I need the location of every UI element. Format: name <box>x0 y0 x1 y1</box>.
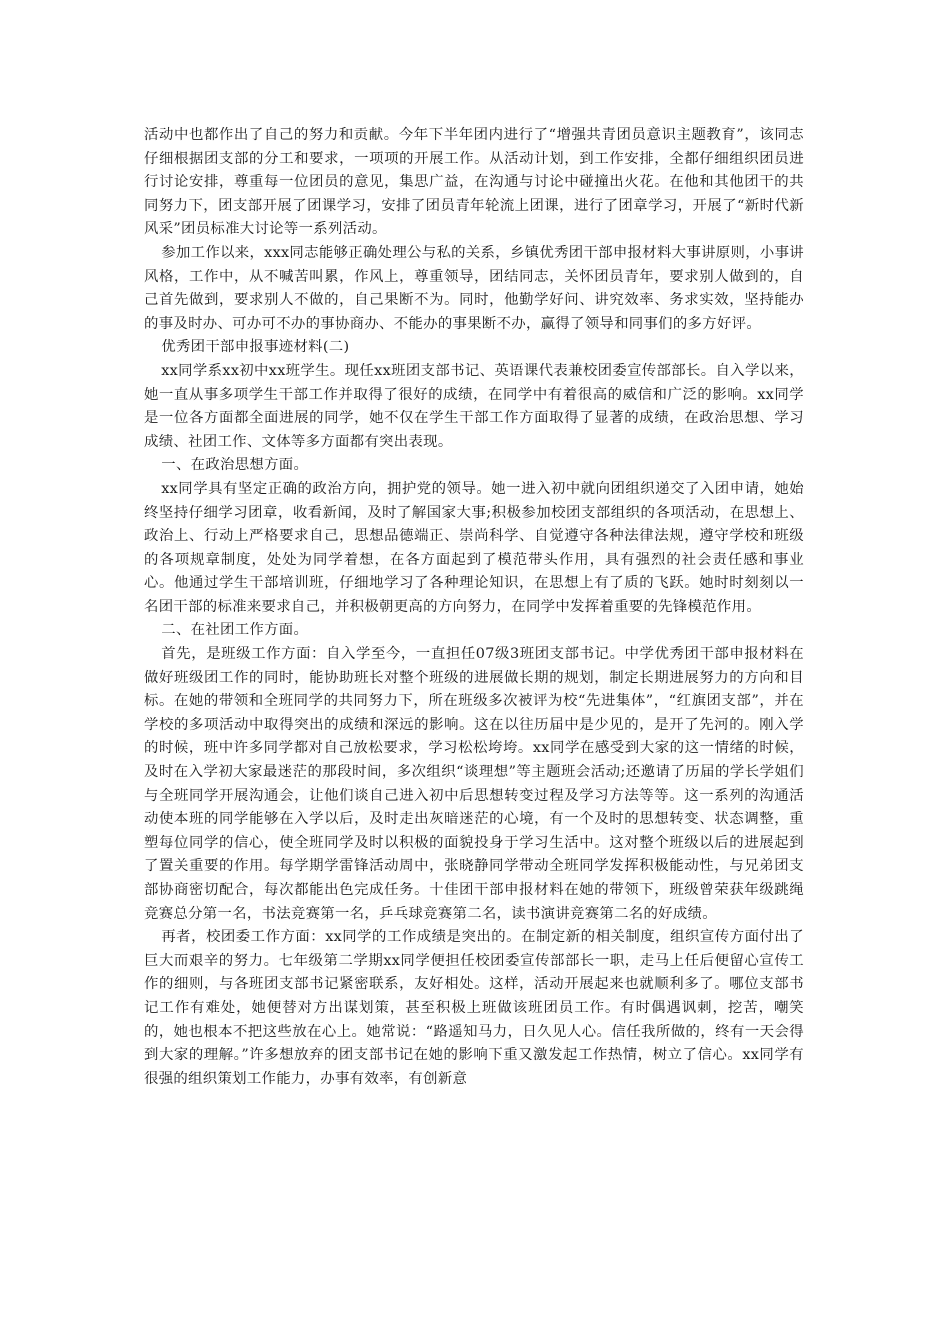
subheading-club-work: 二、在社团工作方面。 <box>161 622 309 639</box>
paragraph-5: 首先，是班级工作方面：自入学至今，一直担任07级3班团支部书记。中学优秀团干部申报材料在做好班级团工作的同时，能协助班长对整个班级的进展做长期的规划，制定长期进展努力的方向和目标。在她的带领和全班同学的共同努力下，所在班级多次被评为校“先进集体”，“红旗团支部”，并在学校的多项活动中取得突出的成绩和深远的影响。这在以往历届中是少见的，是开了先河的。刚入学的时候，班中许多同学都对自己放松要求，学习松松垮垮。xx同学在感受到大家的这一情绪的时候，及时在入学初大家最迷茫的那段时间，多次组织“谈理想”等主题班会活动;还邀请了历届的学长学姐们与全班同学开展沟通会，让他们谈自己进入初中后思想转变过程及学习方法等等。这一系列的沟通活动使本班的同学能够在入学以后，及时走出灰暗迷茫的心境，有一个及时的思想转变、状态调整，重塑每位同学的信心，使全班同学及时以积极的面貌投身于学习生活中。这对整个班级以后的进展起到了置关重要的作用。每学期学雷锋活动周中，张晓静同学带动全班同学发挥积极能动性，与兄弟团支部协商密切配合，每次都能出色完成任务。十佳团干部申报材料在她的带领下，班级曾荣获年级跳绳竞赛总分第一名，书法竞赛第一名，乒乓球竞赛第二名，读书演讲竞赛第二名的好成绩。 <box>144 646 804 922</box>
paragraph-6: 再者，校团委工作方面：xx同学的工作成绩是突出的。在制定新的相关制度，组织宣传方面付出了巨大而艰辛的努力。七年级第二学期xx同学便担任校团委宣传部部长一职，走马上任后便留心宣传工作的细则，与各班团支部书记紧密联系，友好相处。这样，活动开展起来也就顺利多了。哪位支部书记工作有难处，她便替对方出谋划策，甚至积极上班做该班团员工作。有时偶遇讽刺，挖苦，嘲笑的，她也根本不把这些放在心上。她常说：“路遥知马力，日久见人心。信任我所做的，终有一天会得到大家的理解。”许多想放弃的团支部书记在她的影响下重又激发起工作热情，树立了信心。xx同学有很强的组织策划工作能力，办事有效率，有创新意 <box>144 929 804 1087</box>
document-body <box>144 124 804 1091</box>
paragraph-1: 活动中也都作出了自己的努力和贡献。今年下半年团内进行了“增强共青团员意识主题教育”，该同志仔细根据团支部的分工和要求，一项项的开展工作。从活动计划，到工作安排，全都仔细组织团员进行讨论安排，尊重每一位团员的意见，集思广益，在沟通与讨论中碰撞出火花。在他和其他团干的共同努力下，团支部开展了团课学习，安排了团员青年轮流上团课，进行了团章学习，开展了“新时代新风采”团员标准大讨论等一系列活动。 <box>144 127 804 238</box>
subheading-political: 一、在政治思想方面。 <box>161 457 309 474</box>
section-title: 优秀团干部申报事迹材料(二) <box>161 339 350 356</box>
paragraph-3: xx同学系xx初中xx班学生。现任xx班团支部书记、英语课代表兼校团委宣传部部长。自入学以来，她一直从事多项学生干部工作并取得了很好的成绩，在同学中有着很高的威信和广泛的影响。xx同学是一位各方面都全面进展的同学，她不仅在学生干部工作方面取得了显著的成绩，在政治思想、学习成绩、社团工作、文体等多方面都有突出表现。 <box>144 362 804 450</box>
paragraph-4: xx同学具有坚定正确的政治方向，拥护党的领导。她一进入初中就向团组织递交了入团申请，她始终坚持仔细学习团章，收看新闻，及时了解国家大事;积极参加校团支部组织的各项活动，在思想上、政治上、行动上严格要求自己，思想品德端正、崇尚科学、自觉遵守各种法律法规，遵守学校和班级的各项规章制度，处处为同学着想，在各方面起到了模范带头作用，具有强烈的社会责任感和事业心。他通过学生干部培训班，仔细地学习了各种理论知识，在思想上有了质的飞跃。她时时刻刻以一名团干部的标准来要求自己，并积极朝更高的方向努力，在同学中发挥着重要的先锋模范作用。 <box>144 480 804 615</box>
paragraph-2: 参加工作以来，xxx同志能够正确处理公与私的关系，乡镇优秀团干部申报材料大事讲原则，小事讲风格，工作中，从不喊苦叫累，作风上，尊重领导，团结同志，关怀团员青年，要求别人做到的，自己首先做到，要求别人不做的，自己果断不为。同时，他勤学好问、讲究效率、务求实效，坚持能办的事及时办、可办可不办的事协商办、不能办的事果断不办，赢得了领导和同事们的多方好评。 <box>144 244 804 332</box>
